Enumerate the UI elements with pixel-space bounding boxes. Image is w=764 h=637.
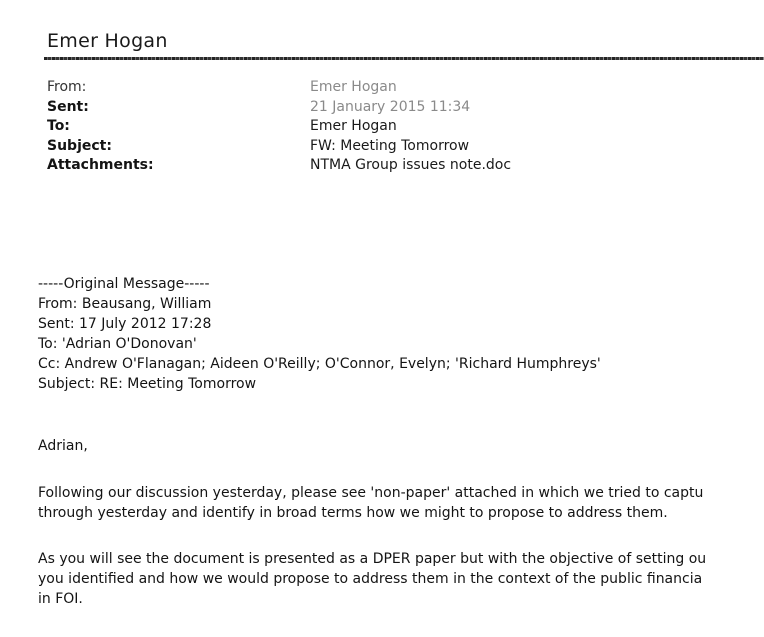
paragraph-1-line-2: through yesterday and identify in broad terms how we might to propose to address them. xyxy=(38,505,668,521)
subject-label: Subject: xyxy=(47,137,112,154)
original-message-divider: -----Original Message----- xyxy=(38,276,210,292)
email-header-fields xyxy=(47,78,511,176)
paragraph-2-line-1: As you will see the document is presented as a DPER paper but with the objective of setting ou xyxy=(38,551,707,567)
sent-row xyxy=(47,98,511,118)
subject-value: FW: Meeting Tomorrow xyxy=(310,137,470,154)
attachments-row xyxy=(47,156,511,176)
original-from: From: Beausang, William xyxy=(38,296,212,312)
from-value: Emer Hogan xyxy=(310,79,397,95)
paragraph-1-line-1: Following our discussion yesterday, please see 'non-paper' attached in which we tried to captu xyxy=(38,485,704,501)
to-value: Emer Hogan xyxy=(310,118,397,134)
from-label: From: xyxy=(47,79,87,95)
attachment-filename: NTMA Group issues note.doc xyxy=(310,157,512,173)
original-sent: Sent: 17 July 2012 17:28 xyxy=(38,316,212,332)
paragraph-2-line-3: in FOI. xyxy=(38,591,83,607)
sent-value: 21 January 2015 11:34 xyxy=(310,98,471,115)
original-cc: Cc: Andrew O'Flanagan; Aideen O'Reilly; O'Connor, Evelyn; 'Richard Humphreys' xyxy=(38,356,601,372)
heading-divider xyxy=(44,57,764,60)
to-row xyxy=(47,117,511,137)
original-message-header xyxy=(38,274,601,394)
original-subject: Subject: RE: Meeting Tomorrow xyxy=(38,376,257,392)
attachments-label: Attachments: xyxy=(47,157,154,173)
sent-label: Sent: xyxy=(47,98,89,115)
subject-row xyxy=(47,137,511,157)
greeting: Adrian, xyxy=(38,438,88,454)
sender-name-heading: Emer Hogan xyxy=(47,30,168,52)
original-to: To: 'Adrian O'Donovan' xyxy=(38,336,197,352)
from-row xyxy=(47,78,511,98)
paragraph-2-line-2: you identified and how we would propose to address them in the context of the public financia xyxy=(38,571,703,587)
to-label: To: xyxy=(47,118,70,134)
